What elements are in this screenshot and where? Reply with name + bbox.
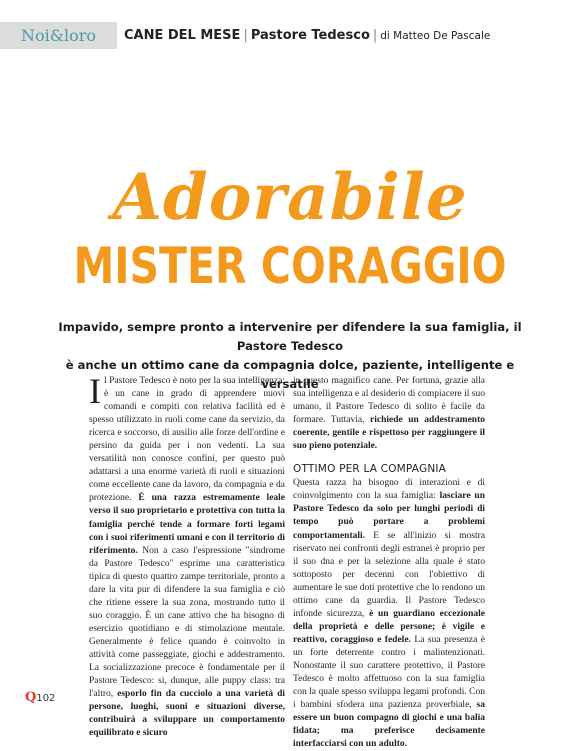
text-run: Non a caso l'espressione "sindrome da Pastore Tedesco" esprime una caratteristica tipica di questo quattro zampe territoriale, pronto a dare la vita pur di difendere la sua famiglia e ciò che ritiene essere la sua zona, mostrando tutto il suo coraggio. È un cane attivo che ha bisogno di esercizio quotidiano e di stimolazione mentale. Generalmente è felice quando è coinvolto in attività come passeggiate, giochi e addestramento. La socializzazione precoce è fondamentale per il Pastore Tedesco: sì, dunque, alle puppy class: tra l'altro, — [89, 545, 285, 700]
article-column-2 — [293, 375, 485, 751]
text-run: in questo magnifico cane. Per fortuna, grazie alla sua intelligenza e al desiderio di compiacere il suo umano, il Pastore Tedesco di solito è facile da formare. Tuttavia, — [293, 376, 485, 426]
page-header — [0, 0, 580, 50]
subheading: OTTIMO PER LA COMPAGNIA — [293, 463, 447, 476]
bold-run: richiede un addestramento coerente, gentile e rispettoso per raggiungere il suo pieno potenziale. — [293, 415, 485, 452]
page-folio — [25, 690, 55, 705]
standfirst-line-2: è anche un ottimo cane da compagnia dolce, paziente, intelligente e versatile — [65, 358, 515, 391]
title-script: Adorabile — [112, 160, 468, 235]
topic-label: Pastore Tedesco — [250, 28, 370, 43]
author-byline: di Matteo De Pascale — [380, 30, 491, 42]
rubric-label: CANE DEL MESE — [124, 28, 241, 43]
section-tab: Noi&loro — [0, 22, 117, 49]
text-run: l Pastore Tedesco è noto per la sua intelligenza: è un cane in grado di apprendere nuovi comandi e compiti con relativa facilità ed è spesso utilizzato in ruoli come cane da servizio, da ricerca e soccorso, di ausilio alle forze dell'ordine e persino da guida per i non vedenti. La sua versatilità non conosce confini, per questo può adattarsi a una enorme varietà di ruoli e situazioni come eccellente cane da lavoro, da compagnia e da protezione. — [89, 376, 285, 504]
separator: | — [372, 28, 378, 43]
bold-run: è un guardiano eccezionale della proprietà e delle persone; è vigile e reattivo, coraggioso e fedele. — [293, 608, 485, 645]
text-run: La sua presenza è un forte deterrente contro i malintenzionati. Nonostante il suo carattere protettivo, il Pastore Tedesco è molto affettuoso con la sua famiglia con la quale spesso sviluppa legami profondi. Con i bambini sfodera una pazienza proverbiale, — [293, 634, 485, 711]
drop-cap: I — [89, 371, 101, 411]
paragraph — [89, 371, 286, 740]
bold-run: esporlo fin da cucciolo a una varietà di persone, luoghi, suoni e situazioni diverse, contribuirà a sviluppare un comportamento equilibrato e sicuro — [89, 689, 285, 739]
separator: | — [243, 28, 248, 43]
article-column-1 — [89, 371, 286, 740]
standfirst-line-1: Impavido, sempre pronto a intervenire per difendere la sua famiglia, il Pastore Tedesco — [58, 320, 522, 353]
bold-run: È una razza estremamente leale verso il suo proprietario e protettiva con tutta la famiglia perché tende a formare forti legami con i suoi riferimenti umani e con il territorio di riferimento. — [89, 493, 286, 556]
text-run: E se all'inizio si mostra riservato nei confronti degli estranei è proprio per il suo dna e per la selezione alla quale è stato sottoposto per decenni con l'obiettivo di aumentare le sue doti protettive che lo rendono un ottimo cane da guardia. Il Pastore Tedesco infonde sicurezza, — [293, 530, 485, 619]
header-rubric-line — [124, 28, 490, 43]
paragraph — [293, 477, 485, 751]
text-run: Questa razza ha bisogno di interazioni e di coinvolgimento con la sua famiglia: — [293, 478, 485, 502]
bold-run: lasciare un Pastore Tedesco da solo per lunghi periodi di tempo può portare a problemi comportamentali. — [293, 491, 485, 541]
magazine-logo: Q — [25, 690, 37, 705]
title-caps: MISTER CORAGGIO — [73, 237, 507, 295]
paragraph — [293, 375, 485, 453]
page-number: 102 — [36, 693, 56, 704]
bold-run: sa essere un buon compagno di giochi e una balia fidata; ma preferisce decisamente interfacciarsi con un adulto. — [293, 700, 485, 750]
